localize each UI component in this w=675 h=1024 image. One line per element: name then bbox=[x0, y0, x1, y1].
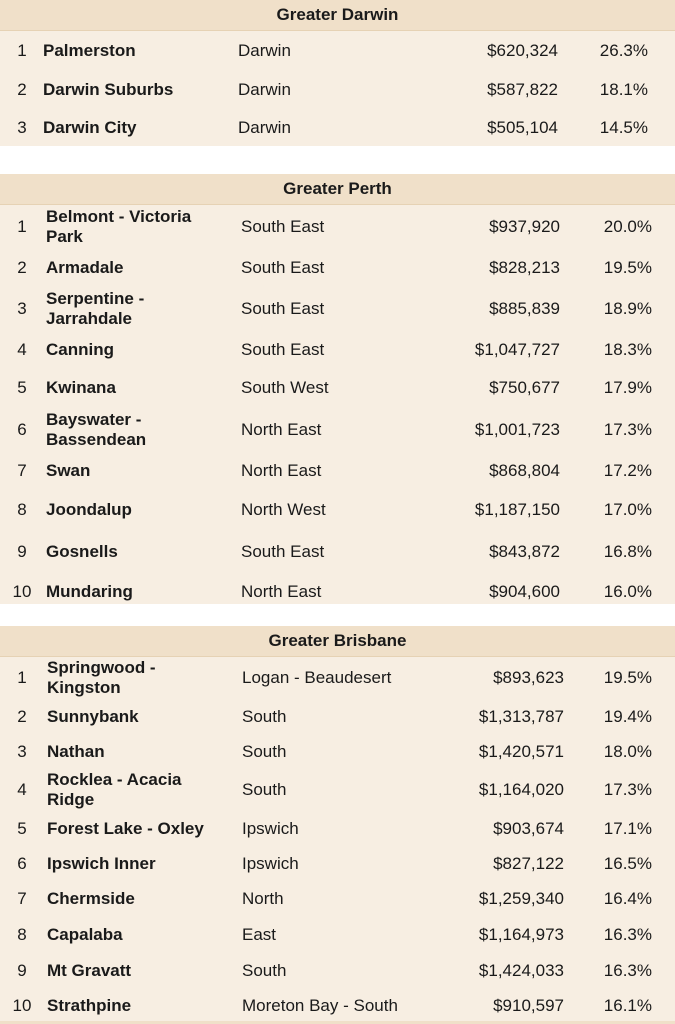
table-row bbox=[0, 530, 675, 573]
rows bbox=[0, 205, 675, 610]
growth-percent-cell: 19.5% bbox=[603, 257, 652, 277]
table-row bbox=[0, 70, 675, 109]
rank-cell: 5 bbox=[17, 377, 27, 397]
area-name-cell: Strathpine bbox=[47, 996, 132, 1015]
region-cell: South bbox=[242, 960, 287, 980]
region-cell: East bbox=[242, 925, 277, 944]
rank-cell: 6 bbox=[17, 853, 27, 873]
region-cell: South East bbox=[241, 339, 325, 359]
rank-cell: 7 bbox=[17, 889, 27, 908]
area-name-cell: Rocklea - Acacia Ridge bbox=[47, 770, 182, 809]
growth-percent-cell: 16.4% bbox=[603, 889, 652, 908]
region-cell: Darwin bbox=[238, 79, 291, 99]
growth-percent-cell: 17.3% bbox=[603, 419, 652, 439]
growth-percent-cell: 18.3% bbox=[603, 339, 652, 359]
area-name-cell: Kwinana bbox=[46, 377, 116, 397]
table-row bbox=[0, 368, 675, 407]
rank-cell: 4 bbox=[17, 780, 27, 799]
growth-percent-cell: 18.1% bbox=[599, 79, 648, 99]
area-name-cell: Joondalup bbox=[46, 500, 132, 519]
rank-cell: 2 bbox=[17, 706, 27, 726]
growth-percent-cell: 17.9% bbox=[603, 377, 652, 397]
median-price-cell: $1,259,340 bbox=[478, 889, 564, 908]
growth-percent-cell: 16.3% bbox=[603, 960, 652, 980]
growth-percent-cell: 19.5% bbox=[603, 668, 652, 687]
median-price-cell: $1,047,727 bbox=[474, 339, 560, 359]
median-price-cell: $1,164,973 bbox=[478, 925, 564, 944]
area-name-cell: Ipswich Inner bbox=[47, 853, 156, 873]
rank-cell: 10 bbox=[12, 581, 32, 601]
region-cell: South East bbox=[241, 298, 325, 318]
table-row bbox=[0, 769, 675, 811]
table-row bbox=[0, 205, 675, 249]
growth-percent-cell: 17.0% bbox=[603, 500, 652, 519]
area-name-cell: Darwin Suburbs bbox=[43, 79, 174, 99]
growth-percent-cell: 17.1% bbox=[603, 818, 652, 838]
area-name-cell: Darwin City bbox=[43, 118, 137, 137]
table-row bbox=[0, 988, 675, 1024]
rank-cell: 1 bbox=[17, 217, 27, 236]
median-price-cell: $904,600 bbox=[489, 581, 560, 601]
area-name-cell: Chermside bbox=[47, 889, 135, 908]
area-name-cell: Capalaba bbox=[47, 925, 123, 944]
median-price-cell: $828,213 bbox=[489, 257, 560, 277]
table-row bbox=[0, 331, 675, 368]
median-price-cell: $868,804 bbox=[489, 461, 560, 480]
median-price-cell: $1,313,787 bbox=[478, 706, 564, 726]
median-price-cell: $505,104 bbox=[487, 118, 558, 137]
rank-cell: 1 bbox=[17, 668, 27, 687]
region-cell: North bbox=[242, 889, 284, 908]
area-name-cell: Bayswater - Bassendean bbox=[46, 409, 147, 449]
table-row bbox=[0, 734, 675, 769]
rank-cell: 5 bbox=[17, 818, 27, 838]
median-price-cell: $903,674 bbox=[493, 818, 564, 838]
region-cell: South East bbox=[241, 257, 325, 277]
table-row bbox=[0, 699, 675, 734]
table-row bbox=[0, 490, 675, 530]
rank-cell: 3 bbox=[17, 298, 27, 318]
table-row bbox=[0, 109, 675, 147]
growth-percent-cell: 16.1% bbox=[603, 996, 652, 1015]
growth-percent-cell: 19.4% bbox=[603, 706, 652, 726]
rank-cell: 9 bbox=[17, 960, 27, 980]
section-title: Greater Brisbane bbox=[0, 626, 675, 657]
median-price-cell: $843,872 bbox=[489, 541, 560, 561]
median-price-cell: $893,623 bbox=[493, 668, 564, 687]
median-price-cell: $1,001,723 bbox=[474, 419, 560, 439]
area-name-cell: Gosnells bbox=[46, 541, 118, 561]
region-cell: South bbox=[242, 780, 287, 799]
median-price-cell: $1,424,033 bbox=[478, 960, 564, 980]
section-title: Greater Perth bbox=[0, 174, 675, 205]
region-cell: Darwin bbox=[238, 41, 291, 60]
median-price-cell: $1,164,020 bbox=[478, 780, 564, 799]
growth-percent-cell: 16.5% bbox=[603, 853, 652, 873]
median-price-cell: $587,822 bbox=[487, 79, 558, 99]
area-name-cell: Forest Lake - Oxley bbox=[47, 818, 204, 838]
region-cell: Ipswich bbox=[242, 818, 299, 838]
median-price-cell: $1,187,150 bbox=[474, 500, 560, 519]
area-name-cell: Mt Gravatt bbox=[47, 960, 132, 980]
table-row bbox=[0, 881, 675, 917]
section-greater-perth bbox=[0, 174, 675, 604]
rank-cell: 10 bbox=[12, 996, 32, 1015]
growth-percent-cell: 16.3% bbox=[603, 925, 652, 944]
table-row bbox=[0, 407, 675, 452]
growth-percent-cell: 18.9% bbox=[603, 298, 652, 318]
area-name-cell: Swan bbox=[46, 461, 91, 480]
region-cell: North East bbox=[241, 581, 322, 601]
median-price-cell: $827,122 bbox=[493, 853, 564, 873]
median-price-cell: $910,597 bbox=[493, 996, 564, 1015]
area-name-cell: Nathan bbox=[47, 741, 105, 761]
section-title: Greater Darwin bbox=[0, 0, 675, 31]
table-row bbox=[0, 249, 675, 286]
table-row bbox=[0, 953, 675, 988]
region-cell: South East bbox=[241, 217, 325, 236]
area-name-cell: Canning bbox=[46, 339, 114, 359]
rank-cell: 7 bbox=[17, 461, 27, 480]
table-row bbox=[0, 917, 675, 953]
rank-cell: 6 bbox=[17, 419, 27, 439]
rank-cell: 2 bbox=[17, 257, 27, 277]
region-cell: South East bbox=[241, 541, 325, 561]
median-price-cell: $620,324 bbox=[487, 41, 558, 60]
rows bbox=[0, 657, 675, 1024]
region-cell: South bbox=[242, 706, 287, 726]
area-name-cell: Springwood - Kingston bbox=[47, 658, 156, 697]
rank-cell: 1 bbox=[17, 41, 27, 60]
growth-percent-cell: 20.0% bbox=[603, 217, 652, 236]
growth-percent-cell: 26.3% bbox=[599, 41, 648, 60]
median-price-cell: $885,839 bbox=[489, 298, 560, 318]
median-price-cell: $1,420,571 bbox=[478, 741, 564, 761]
region-cell: Darwin bbox=[238, 118, 291, 137]
rank-cell: 2 bbox=[17, 79, 27, 99]
growth-percent-cell: 17.2% bbox=[603, 461, 652, 480]
growth-percent-cell: 14.5% bbox=[599, 118, 648, 137]
table-row bbox=[0, 811, 675, 846]
rows bbox=[0, 31, 675, 147]
table-row bbox=[0, 32, 675, 70]
region-cell: North West bbox=[241, 500, 326, 519]
median-price-cell: $937,920 bbox=[489, 217, 560, 236]
region-cell: Moreton Bay - South bbox=[242, 996, 398, 1015]
region-cell: Ipswich bbox=[242, 853, 299, 873]
area-name-cell: Palmerston bbox=[43, 41, 136, 60]
rank-cell: 3 bbox=[17, 741, 27, 761]
growth-percent-cell: 16.0% bbox=[603, 581, 652, 601]
area-name-cell: Sunnybank bbox=[47, 706, 139, 726]
area-name-cell: Serpentine - Jarrahdale bbox=[46, 288, 145, 328]
region-cell: Logan - Beaudesert bbox=[242, 668, 392, 687]
median-price-cell: $750,677 bbox=[489, 377, 560, 397]
table-row bbox=[0, 573, 675, 610]
table-row bbox=[0, 657, 675, 699]
section-greater-brisbane bbox=[0, 626, 675, 1024]
growth-percent-cell: 16.8% bbox=[603, 541, 652, 561]
table-row bbox=[0, 286, 675, 331]
region-cell: North East bbox=[241, 419, 322, 439]
table-row bbox=[0, 452, 675, 490]
region-cell: South West bbox=[241, 377, 329, 397]
region-cell: North East bbox=[241, 461, 322, 480]
growth-percent-cell: 17.3% bbox=[603, 780, 652, 799]
area-name-cell: Mundaring bbox=[46, 581, 133, 601]
rank-cell: 8 bbox=[17, 925, 27, 944]
table-row bbox=[0, 846, 675, 881]
region-cell: South bbox=[242, 741, 287, 761]
area-name-cell: Belmont - Victoria Park bbox=[46, 207, 192, 246]
section-greater-darwin bbox=[0, 0, 675, 146]
rank-cell: 4 bbox=[17, 339, 27, 359]
growth-percent-cell: 18.0% bbox=[603, 741, 652, 761]
rank-cell: 3 bbox=[17, 118, 27, 137]
rank-cell: 9 bbox=[17, 541, 27, 561]
rank-cell: 8 bbox=[17, 500, 27, 519]
area-name-cell: Armadale bbox=[46, 257, 124, 277]
